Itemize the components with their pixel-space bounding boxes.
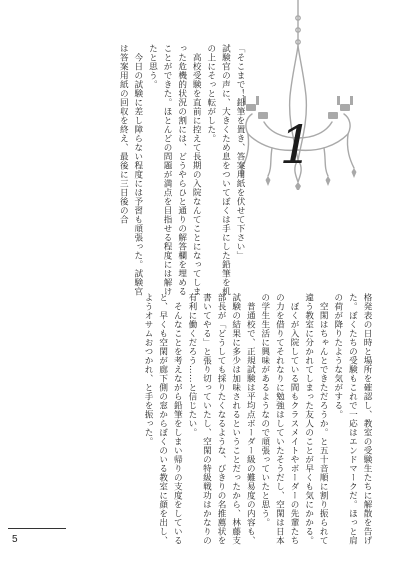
paragraph: 高校受験を直前に控えて長期の入院なんてことになってしまった危機的状況の割には、どうやらひと通りの解答欄を埋めることができた。ほとんどの問題が満点を目指せる程度には解けたと思う。: [147, 44, 202, 296]
paragraph: 試験官の声に、大きくため息をついてぼくは手にした鉛筆を机の上にそっと転がした。: [205, 44, 231, 296]
page-number: 5: [12, 534, 18, 545]
folio-rule: [8, 528, 66, 529]
body-text-lower: [56, 293, 374, 551]
chapter-number: 1: [279, 116, 313, 176]
paragraph: そんなことを考えながら鉛筆をしまい帰りの支度をしていると、早くも空閑が廊下側の窓からぼくのいる教室に顔を出し、ようオサムおつかれ、と手を振った。: [143, 293, 183, 545]
paragraph: 普通校で、正規試験は平均点ボーダー級の難易度の内容も、試験の結果に多少は加味されるということだったから、林藤支部長が「どうしても採りたくなるような、びきりの名推薦状を書いてやる」と張り切っていたし、空閑の特級戦功はかなりの有利に働くだろう……と信じたい。: [186, 293, 256, 545]
paragraph: 格発表の日時と場所を確認し、教室の受験生たちに解散を告げた。ぼくたちの受験もこれで一応はエンドマークだ。ほっと肩の荷が降りたような気がする。: [332, 293, 372, 545]
paragraph: ぼくが入院している間もクラスメイトやボーダーの先輩たちの力を借りてそれなりに勉強はしていたそうだし、空閑は日本の学生生活に興味があるようなので頑張っていたと思う。: [259, 293, 300, 545]
dialogue-line: 「そこまで！鉛筆を置き、答案用紙を伏せて下さい」: [235, 44, 245, 260]
body-text-upper: [26, 44, 247, 299]
paragraph: 空閑はちゃんとできただろうか。と五十音順に割り振られて違う教室に分かれてしまった友人のことが早くも気にかかる。: [303, 293, 329, 545]
paragraph: 今日の試験に差し障らない程度には予習も頑張った。試験官は答案用紙の回収を終え、最後に三日後の合: [118, 44, 143, 296]
